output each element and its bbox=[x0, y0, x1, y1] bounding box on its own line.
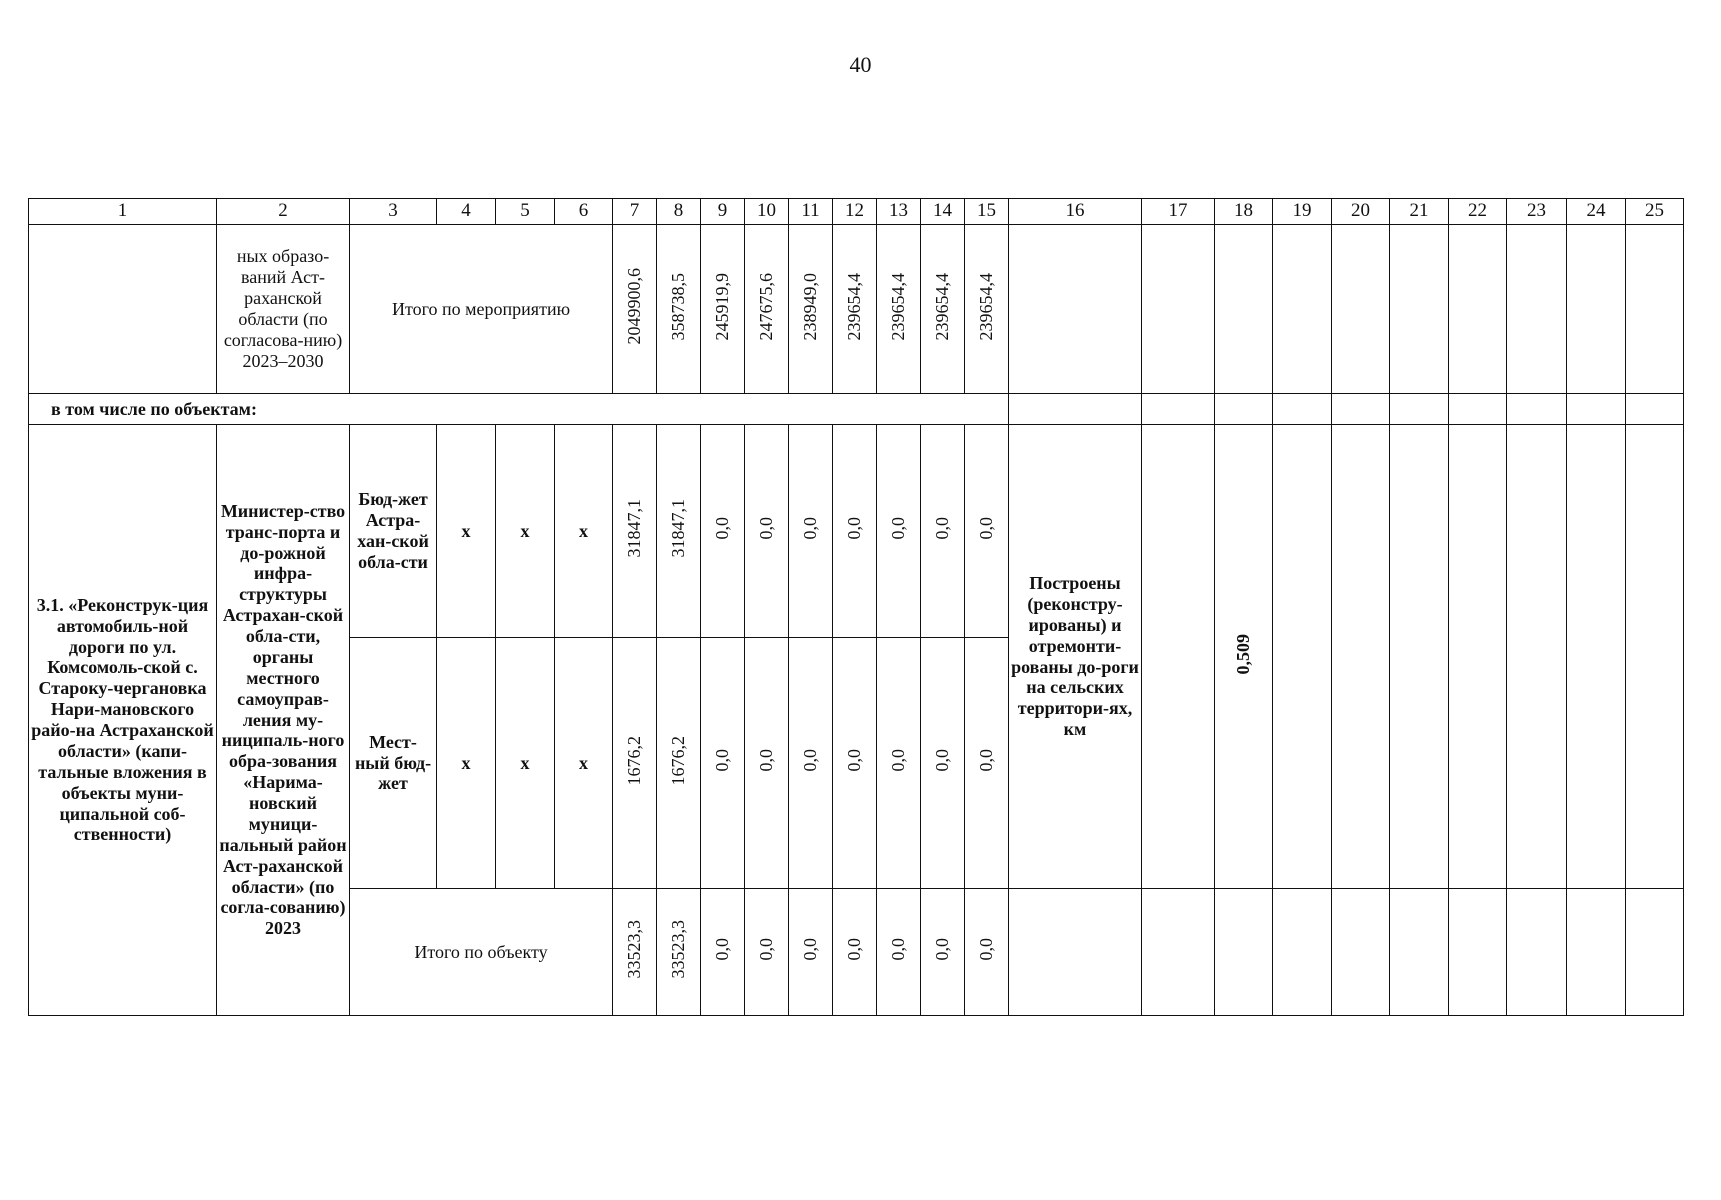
value-cell bbox=[789, 638, 833, 889]
value-cell bbox=[701, 425, 745, 638]
regional-budget-value: 0,0 bbox=[800, 517, 821, 540]
empty-cell bbox=[29, 225, 217, 394]
mark-cell: х bbox=[555, 425, 613, 638]
regional-budget-label: Бюд-жет Астра-хан-ской обла-сти bbox=[357, 489, 429, 572]
empty-cell bbox=[1567, 425, 1626, 889]
local-budget-value: 0,0 bbox=[712, 749, 733, 772]
empty-cell bbox=[1009, 394, 1142, 425]
object-total-value: 33523,3 bbox=[624, 920, 645, 979]
program-table bbox=[28, 198, 1684, 1016]
mark-cell: х bbox=[555, 638, 613, 889]
col-number: 5 bbox=[496, 199, 555, 225]
value-cell bbox=[965, 425, 1009, 638]
empty-cell bbox=[1332, 425, 1390, 889]
value-cell bbox=[789, 225, 833, 394]
empty-cell bbox=[1449, 225, 1507, 394]
empty-cell bbox=[1567, 889, 1626, 1016]
empty-cell bbox=[1567, 225, 1626, 394]
empty-cell bbox=[1507, 394, 1567, 425]
regional-budget-row bbox=[29, 425, 1684, 638]
col-number: 4 bbox=[437, 199, 496, 225]
empty-cell bbox=[1273, 889, 1332, 1016]
object-total-value: 0,0 bbox=[888, 938, 909, 961]
local-budget-value: 0,0 bbox=[976, 749, 997, 772]
empty-cell bbox=[1273, 425, 1332, 889]
empty-cell bbox=[1142, 889, 1215, 1016]
value-cell bbox=[965, 225, 1009, 394]
col-number: 13 bbox=[877, 199, 921, 225]
empty-cell bbox=[1626, 394, 1684, 425]
empty-cell bbox=[1142, 225, 1215, 394]
value-cell bbox=[657, 889, 701, 1016]
measure-total-value: 239654,4 bbox=[932, 272, 953, 341]
empty-cell bbox=[1215, 889, 1273, 1016]
object-total-label: Итого по объекту bbox=[414, 941, 548, 962]
object-executor: Министер-ство транс-порта и до-рожной инфра-структуры Астрахан-ской обла-сти, органы местного самоуправ-ления му-ниципаль-ного обра-зования «Нарима-новский муници-пальный район Аст-раханской области» (по согла-сованию) 2023 bbox=[219, 500, 347, 939]
funding-source-cell bbox=[350, 425, 437, 638]
measure-total-value: 245919,9 bbox=[712, 272, 733, 341]
measure-total-value: 239654,4 bbox=[844, 272, 865, 341]
value-cell bbox=[833, 638, 877, 889]
mark-cell: х bbox=[496, 425, 555, 638]
regional-budget-value: 0,0 bbox=[888, 517, 909, 540]
object-total-value: 0,0 bbox=[976, 938, 997, 961]
column-numbers-row bbox=[29, 199, 1684, 225]
value-cell bbox=[965, 889, 1009, 1016]
col-number: 8 bbox=[657, 199, 701, 225]
empty-cell bbox=[1215, 394, 1273, 425]
object-name: 3.1. «Реконструк-ция автомобиль-ной дороги по ул. Комсомоль-ской с. Староку-чергановка Нари-мановского райо-на Астраханской области» (капи-тальные вложения в объекты муни-ципальной соб-ственности) bbox=[31, 594, 214, 845]
measure-total-value: 239654,4 bbox=[976, 272, 997, 341]
col-number: 14 bbox=[921, 199, 965, 225]
empty-cell bbox=[1507, 425, 1567, 889]
col-number: 11 bbox=[789, 199, 833, 225]
empty-cell bbox=[1507, 889, 1567, 1016]
col-number: 20 bbox=[1332, 199, 1390, 225]
col-number: 15 bbox=[965, 199, 1009, 225]
empty-cell bbox=[1507, 225, 1567, 394]
empty-cell bbox=[1390, 889, 1449, 1016]
regional-budget-value: 0,0 bbox=[844, 517, 865, 540]
measure-total-value: 239654,4 bbox=[888, 272, 909, 341]
empty-cell bbox=[1449, 425, 1507, 889]
mark-cell: х bbox=[437, 638, 496, 889]
value-cell bbox=[657, 638, 701, 889]
object-total-value: 0,0 bbox=[844, 938, 865, 961]
col-number: 19 bbox=[1273, 199, 1332, 225]
object-total-value: 33523,3 bbox=[668, 920, 689, 979]
value-cell bbox=[921, 638, 965, 889]
empty-cell bbox=[1273, 394, 1332, 425]
value-cell bbox=[833, 889, 877, 1016]
value-cell bbox=[745, 225, 789, 394]
regional-budget-value: 0,0 bbox=[712, 517, 733, 540]
empty-cell bbox=[1142, 425, 1215, 889]
empty-cell bbox=[1215, 225, 1273, 394]
value-cell bbox=[921, 889, 965, 1016]
col-number: 12 bbox=[833, 199, 877, 225]
object-total-value: 0,0 bbox=[800, 938, 821, 961]
col-number: 1 bbox=[29, 199, 217, 225]
value-cell bbox=[833, 425, 877, 638]
empty-cell bbox=[1449, 394, 1507, 425]
value-cell bbox=[613, 425, 657, 638]
regional-budget-value: 0,0 bbox=[932, 517, 953, 540]
col-number: 6 bbox=[555, 199, 613, 225]
measure-total-value: 358738,5 bbox=[668, 272, 689, 341]
local-budget-value: 0,0 bbox=[888, 749, 909, 772]
col-number: 18 bbox=[1215, 199, 1273, 225]
local-budget-value: 1676,2 bbox=[624, 735, 645, 786]
value-cell bbox=[877, 225, 921, 394]
value-cell bbox=[701, 889, 745, 1016]
value-cell bbox=[657, 425, 701, 638]
indicator-value-cell bbox=[1215, 425, 1273, 889]
empty-cell bbox=[1626, 889, 1684, 1016]
object-total-value: 0,0 bbox=[756, 938, 777, 961]
empty-cell bbox=[1390, 225, 1449, 394]
value-cell bbox=[701, 225, 745, 394]
empty-cell bbox=[1390, 425, 1449, 889]
col-number: 16 bbox=[1009, 199, 1142, 225]
object-total-value: 0,0 bbox=[932, 938, 953, 961]
mark-cell: х bbox=[496, 638, 555, 889]
empty-cell bbox=[1390, 394, 1449, 425]
empty-cell bbox=[1626, 225, 1684, 394]
empty-cell bbox=[1332, 889, 1390, 1016]
regional-budget-value: 31847,1 bbox=[624, 499, 645, 558]
indicator-name: Построены (реконстру-ированы) и отремонти-рованы до-роги на сельских территори-ях, км bbox=[1011, 573, 1139, 740]
empty-cell bbox=[1332, 394, 1390, 425]
funding-source-cell bbox=[350, 638, 437, 889]
empty-cell bbox=[1273, 225, 1332, 394]
empty-cell bbox=[1567, 394, 1626, 425]
empty-cell bbox=[1009, 225, 1142, 394]
col-number: 25 bbox=[1626, 199, 1684, 225]
empty-cell bbox=[1009, 889, 1142, 1016]
indicator-value: 0,509 bbox=[1233, 633, 1254, 675]
value-cell bbox=[965, 638, 1009, 889]
regional-budget-value: 0,0 bbox=[756, 517, 777, 540]
col-number: 24 bbox=[1567, 199, 1626, 225]
value-cell bbox=[921, 225, 965, 394]
value-cell bbox=[745, 889, 789, 1016]
col-number: 7 bbox=[613, 199, 657, 225]
measure-executor: ных образо-ваний Аст-раханской области (по согласова-нию) 2023–2030 bbox=[223, 246, 343, 371]
measure-total-row bbox=[29, 225, 1684, 394]
measure-total-value: 238949,0 bbox=[800, 272, 821, 341]
value-cell bbox=[745, 425, 789, 638]
value-cell bbox=[877, 425, 921, 638]
local-budget-label: Мест-ный бюд-жет bbox=[354, 731, 432, 794]
empty-cell bbox=[1626, 425, 1684, 889]
objects-subheader: в том числе по объектам: bbox=[29, 394, 1009, 425]
col-number: 21 bbox=[1390, 199, 1449, 225]
objects-subheader-row bbox=[29, 394, 1684, 425]
empty-cell bbox=[1142, 394, 1215, 425]
col-number: 3 bbox=[350, 199, 437, 225]
object-total-value: 0,0 bbox=[712, 938, 733, 961]
value-cell bbox=[877, 889, 921, 1016]
indicator-cell bbox=[1009, 425, 1142, 889]
mark-cell: х bbox=[437, 425, 496, 638]
value-cell bbox=[613, 225, 657, 394]
empty-cell bbox=[1449, 889, 1507, 1016]
value-cell bbox=[789, 425, 833, 638]
measure-total-value: 2049900,6 bbox=[624, 268, 645, 345]
empty-cell bbox=[1332, 225, 1390, 394]
object-executor-cell bbox=[217, 425, 350, 1016]
col-number: 10 bbox=[745, 199, 789, 225]
value-cell bbox=[789, 889, 833, 1016]
local-budget-value: 0,0 bbox=[844, 749, 865, 772]
col-number: 2 bbox=[217, 199, 350, 225]
local-budget-value: 1676,2 bbox=[668, 735, 689, 786]
value-cell bbox=[613, 638, 657, 889]
col-number: 17 bbox=[1142, 199, 1215, 225]
value-cell bbox=[833, 225, 877, 394]
measure-total-label: Итого по мероприятию bbox=[391, 298, 571, 319]
regional-budget-value: 31847,1 bbox=[668, 499, 689, 558]
value-cell bbox=[921, 425, 965, 638]
object-name-cell bbox=[29, 425, 217, 1016]
measure-executor-cell bbox=[217, 225, 350, 394]
local-budget-value: 0,0 bbox=[800, 749, 821, 772]
measure-total-label-cell bbox=[350, 225, 613, 394]
value-cell bbox=[613, 889, 657, 1016]
value-cell bbox=[657, 225, 701, 394]
col-number: 22 bbox=[1449, 199, 1507, 225]
measure-total-value: 247675,6 bbox=[756, 272, 777, 341]
value-cell bbox=[745, 638, 789, 889]
local-budget-value: 0,0 bbox=[932, 749, 953, 772]
col-number: 23 bbox=[1507, 199, 1567, 225]
local-budget-value: 0,0 bbox=[756, 749, 777, 772]
object-total-label-cell bbox=[350, 889, 613, 1016]
value-cell bbox=[701, 638, 745, 889]
regional-budget-value: 0,0 bbox=[976, 517, 997, 540]
page-number: 40 bbox=[849, 52, 872, 77]
col-number: 9 bbox=[701, 199, 745, 225]
value-cell bbox=[877, 638, 921, 889]
